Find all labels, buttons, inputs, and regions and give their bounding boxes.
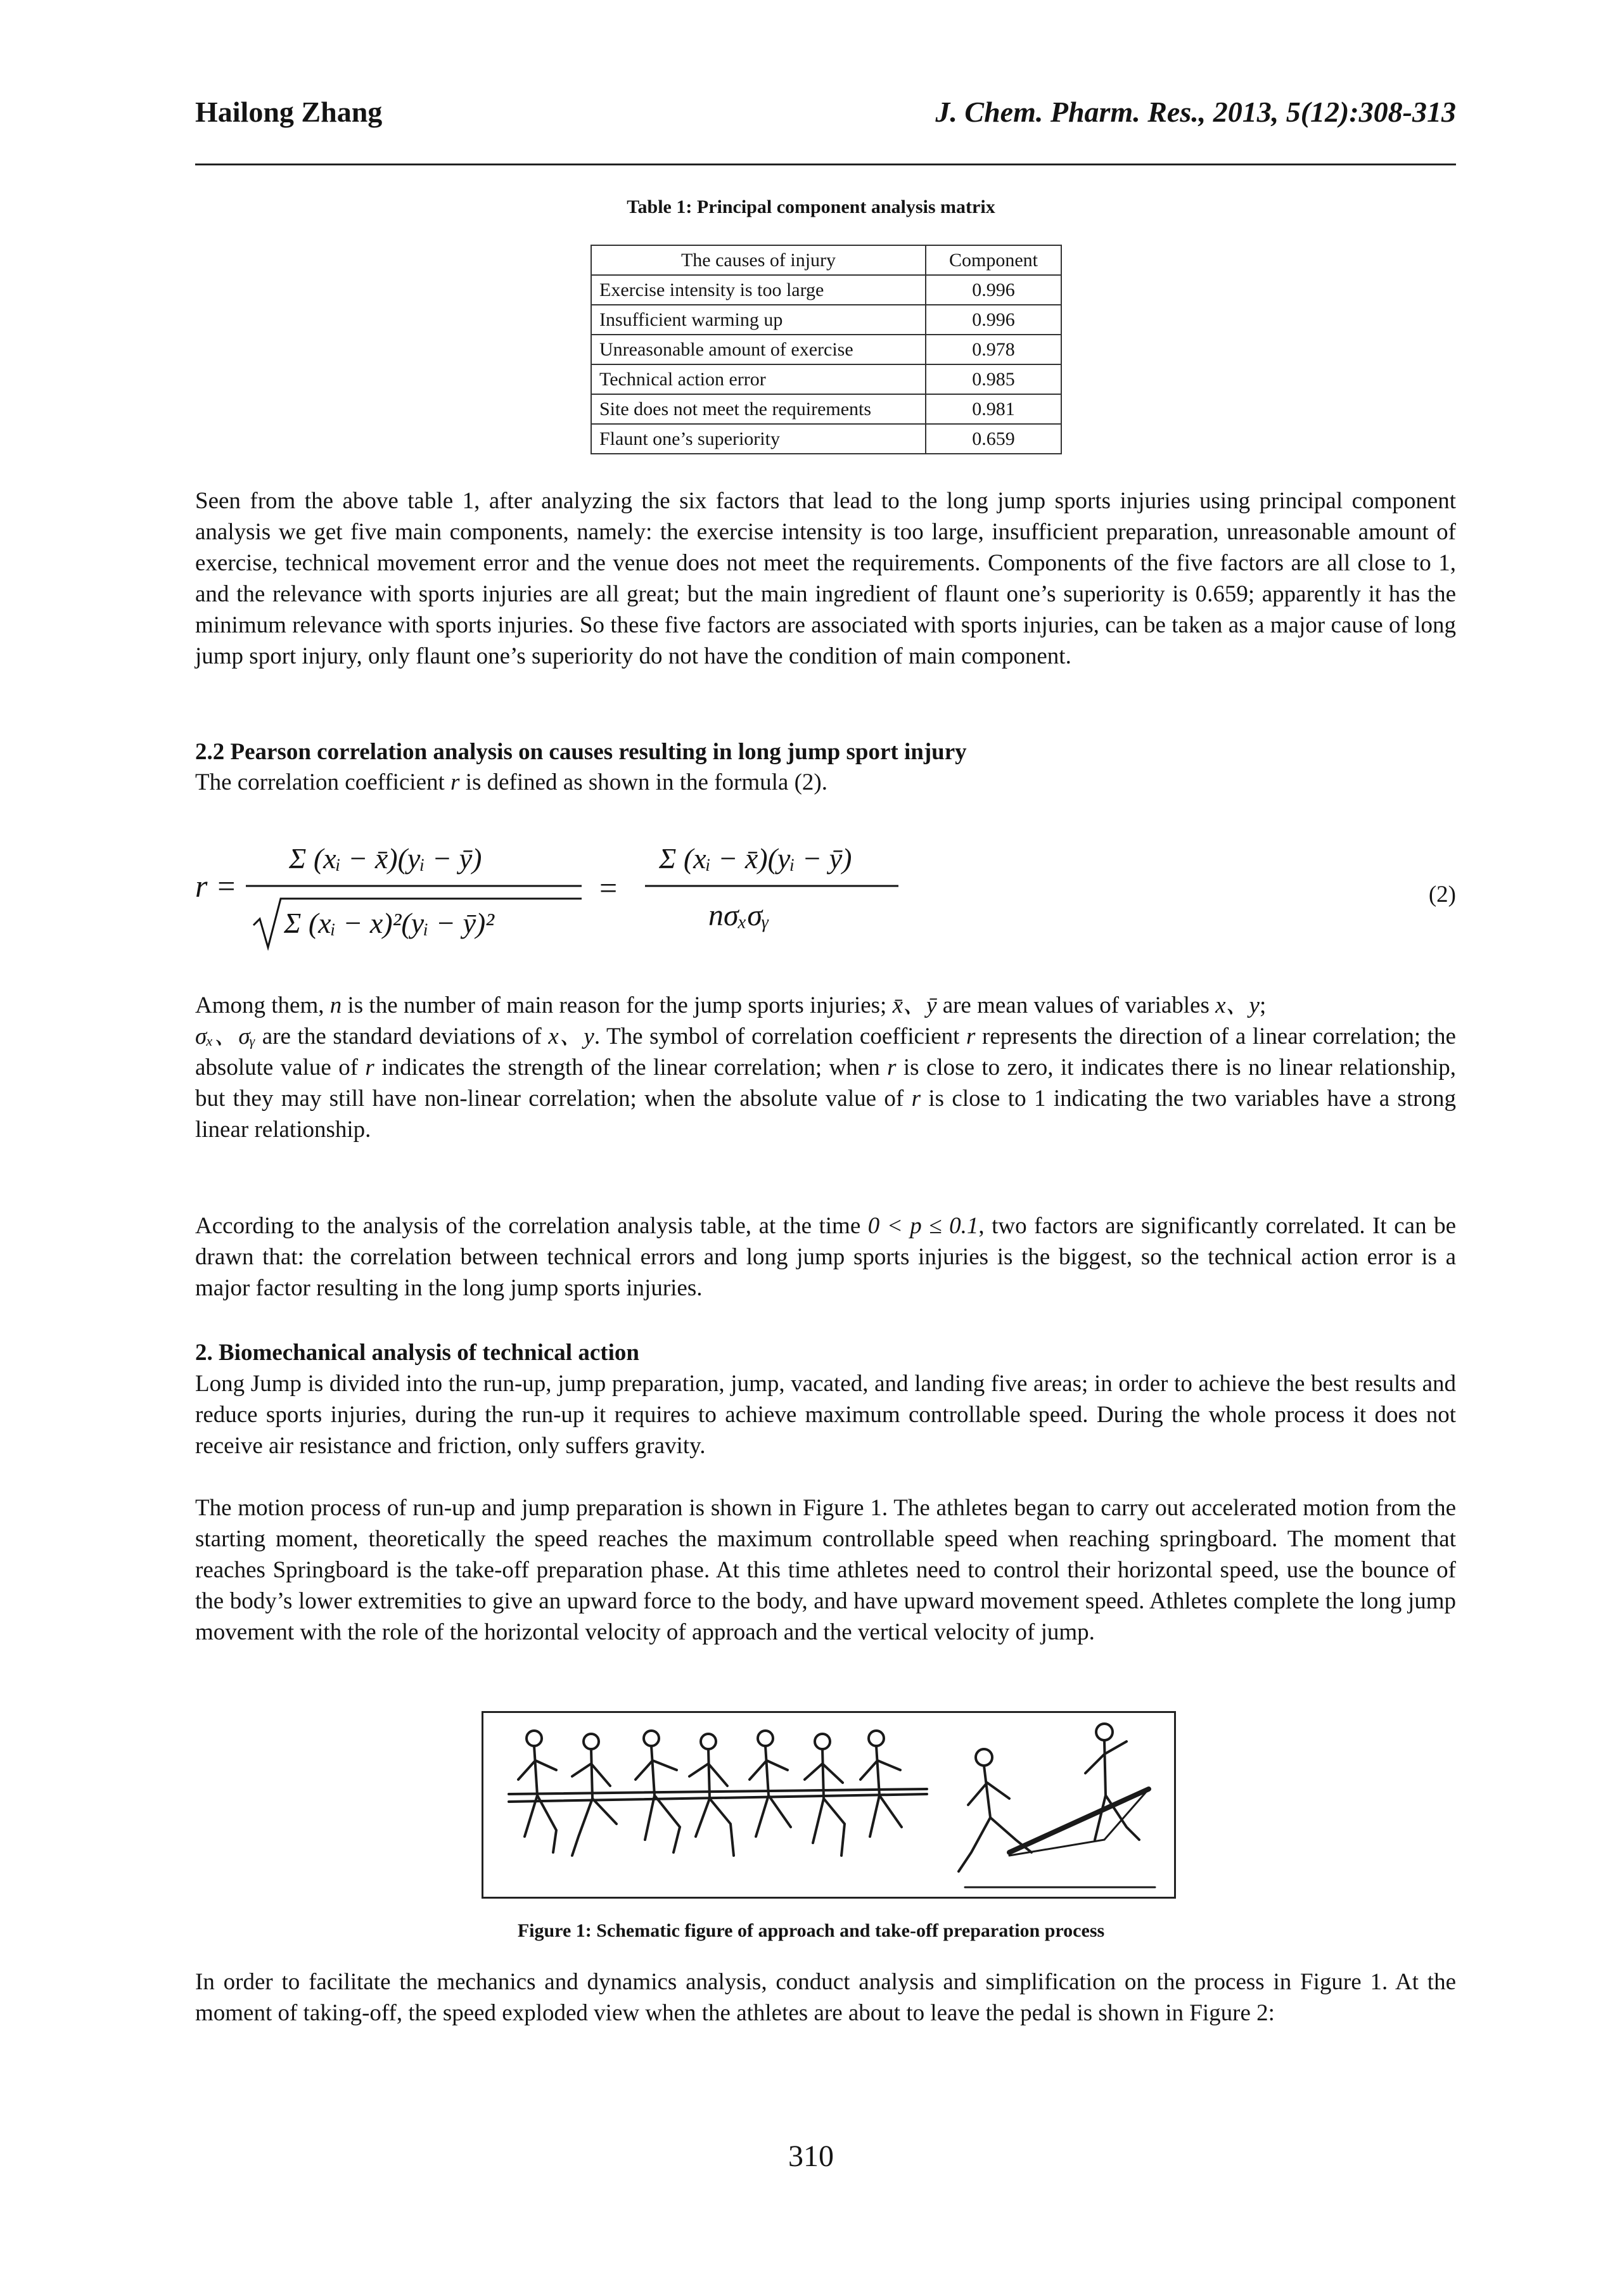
paragraph-formula-explanation [195, 990, 1456, 1145]
col-header-component: Component [926, 245, 1061, 275]
condition-p: 0 < p ≤ 0.1 [867, 1213, 979, 1239]
text: is close to 1 indicating the two variables have a strong linear relationship. [195, 1086, 1456, 1143]
figure-caption: Figure 1: Schematic figure of approach and take-off preparation process [517, 1920, 1105, 1941]
runner-figure [860, 1731, 902, 1837]
pca-table [591, 245, 1062, 454]
symbol-r: r [966, 1023, 976, 1049]
intro-text-a: The correlation coefficient [195, 769, 451, 795]
row-value: 0.659 [926, 424, 1061, 454]
formula-graphic [195, 824, 1456, 951]
symbol-means: x̄、ȳ [892, 992, 937, 1018]
section-heading-2-2: 2.2 Pearson correlation analysis on causes resulting in long jump sport injury [195, 739, 967, 765]
header-rule [195, 164, 1456, 165]
text: is close to zero, it indicates there is no linear relationship, but they may still have non-linear correlation; when the absolute value of [195, 1055, 1456, 1112]
paragraph-simplification: In order to facilitate the mechanics and dynamics analysis, conduct analysis and simplification on the process in Figure 1. At the moment of taking-off, the speed exploded view when the athletes are about to leave the pedal is shown in Figure 2: [195, 1969, 1456, 2026]
symbol-n: n [329, 992, 342, 1018]
runner-figure [750, 1731, 791, 1837]
symbol-r: r [450, 769, 460, 795]
formula-numerator: Σ (xᵢ − x̄)(yᵢ − ȳ) [289, 842, 482, 875]
long-jump-sequence-illustration [483, 1713, 1174, 1897]
intro-text-b: is defined as shown in the formula (2). [459, 769, 828, 795]
section-heading-2: 2. Biomechanical analysis of technical action [195, 1340, 639, 1366]
text: ; [1259, 992, 1267, 1018]
table-row [591, 424, 1061, 454]
paragraph-biomechanics: Long Jump is divided into the run-up, jump preparation, jump, vacated, and landing five areas; in order to achieve the best results and reduce sports injuries, during the run-up it requires to achieve maximum controllable speed. During the whole process it does not receive air resistance and friction, only suffers gravity. [195, 1371, 1456, 1459]
row-cause: Flaunt one’s superiority [591, 424, 926, 454]
text: indicates the strength of the linear correlation; when [374, 1055, 888, 1081]
col-header-cause: The causes of injury [591, 245, 926, 275]
formula-denominator-2: nσₓσᵧ [708, 899, 770, 932]
table-row [591, 305, 1061, 335]
row-cause: Unreasonable amount of exercise [591, 335, 926, 364]
paragraph-pca-discussion: Seen from the above table 1, after analyzing the six factors that lead to the long jump sports injuries using principal component analysis we get five main components, namely: the exercise intensity is too large, insufficient preparation, unreasonable amount of exercise, technical movement error and the venue does not meet the requirements. Components of the five factors are all close to 1, and the relevance with sports injuries are all great; but the main ingredient of flaunt one’s superiority is 0.659; apparently it has the minimum relevance with sports injuries. So these five factors are associated with sports injuries, can be taken as a major cause of long jump sport injury, only flaunt one’s superiority do not have the condition of main component. [195, 488, 1456, 669]
row-value: 0.981 [926, 394, 1061, 424]
runner-figure [572, 1734, 616, 1856]
formula-2 [195, 824, 1456, 951]
symbol-r: r [365, 1055, 374, 1081]
table-row [591, 275, 1061, 305]
symbol-r: r [887, 1055, 897, 1081]
page-number: 310 [788, 2139, 834, 2173]
figure-1-image [482, 1711, 1176, 1899]
paragraph-motion-process: The motion process of run-up and jump preparation is shown in Figure 1. The athletes began to carry out accelerated motion from the starting moment, theoretically the speed reaches the maximum controllable speed when reaching springboard. The moment that reaches Springboard is the take-off preparation phase. At this time athletes need to control their horizontal speed, use the bounce of the body’s lower extremities to give an upward force to the body, and have upward movement speed. Athletes complete the long jump movement with the role of the horizontal velocity of approach and the vertical velocity of jump. [195, 1495, 1456, 1645]
text: According to the analysis of the correlation analysis table, at the time [195, 1213, 868, 1239]
header-journal: J. Chem. Pharm. Res., 2013, 5(12):308-313 [935, 96, 1456, 128]
row-cause: Exercise intensity is too large [591, 275, 926, 305]
row-cause: Technical action error [591, 364, 926, 394]
text: , two factors are significantly correlated. It can be drawn that: the correlation between technical errors and long jump sports injuries is the biggest, so the technical action error is a major factor resulting in the long jump sports injuries. [195, 1213, 1456, 1301]
text: is the number of main reason for the jump sports injuries; [342, 992, 893, 1018]
row-cause: Insufficient warming up [591, 305, 926, 335]
text: are the standard deviations of [255, 1023, 549, 1049]
table-caption: Table 1: Principal component analysis matrix [627, 196, 995, 217]
header-author: Hailong Zhang [195, 96, 383, 128]
row-value: 0.985 [926, 364, 1061, 394]
formula-numerator-2: Σ (xᵢ − x̄)(yᵢ − ȳ) [659, 842, 852, 875]
symbol-r: r [911, 1086, 921, 1112]
table-row [591, 394, 1061, 424]
row-value: 0.978 [926, 335, 1061, 364]
symbol-xy: x、y [548, 1023, 594, 1049]
runner-figure [518, 1731, 556, 1852]
row-value: 0.996 [926, 305, 1061, 335]
formula-lhs: r = [195, 868, 237, 904]
text: represents the direction of a linear correlation; the absolute value of [195, 1023, 1456, 1081]
text: are mean values of variables [936, 992, 1216, 1018]
runner-figure [1085, 1724, 1139, 1840]
paragraph-correlation-result [195, 1210, 1456, 1304]
formula-equals: = [599, 870, 618, 906]
symbol-sigma: σₓ、σᵧ [195, 1023, 256, 1049]
table-header-row [591, 245, 1061, 275]
text: . The symbol of correlation coefficient [594, 1023, 966, 1049]
row-cause: Site does not meet the requirements [591, 394, 926, 424]
paragraph-correlation-intro [195, 767, 1456, 798]
runner-figure [689, 1734, 734, 1856]
page-header [195, 95, 1456, 146]
table-row [591, 335, 1061, 364]
table-row [591, 364, 1061, 394]
text: Among them, [195, 992, 330, 1018]
row-value: 0.996 [926, 275, 1061, 305]
equation-number: (2) [1428, 882, 1456, 907]
formula-denominator-1: Σ (xᵢ − x)²(yᵢ − ȳ)² [284, 907, 494, 939]
symbol-xy: x、y [1215, 992, 1260, 1018]
